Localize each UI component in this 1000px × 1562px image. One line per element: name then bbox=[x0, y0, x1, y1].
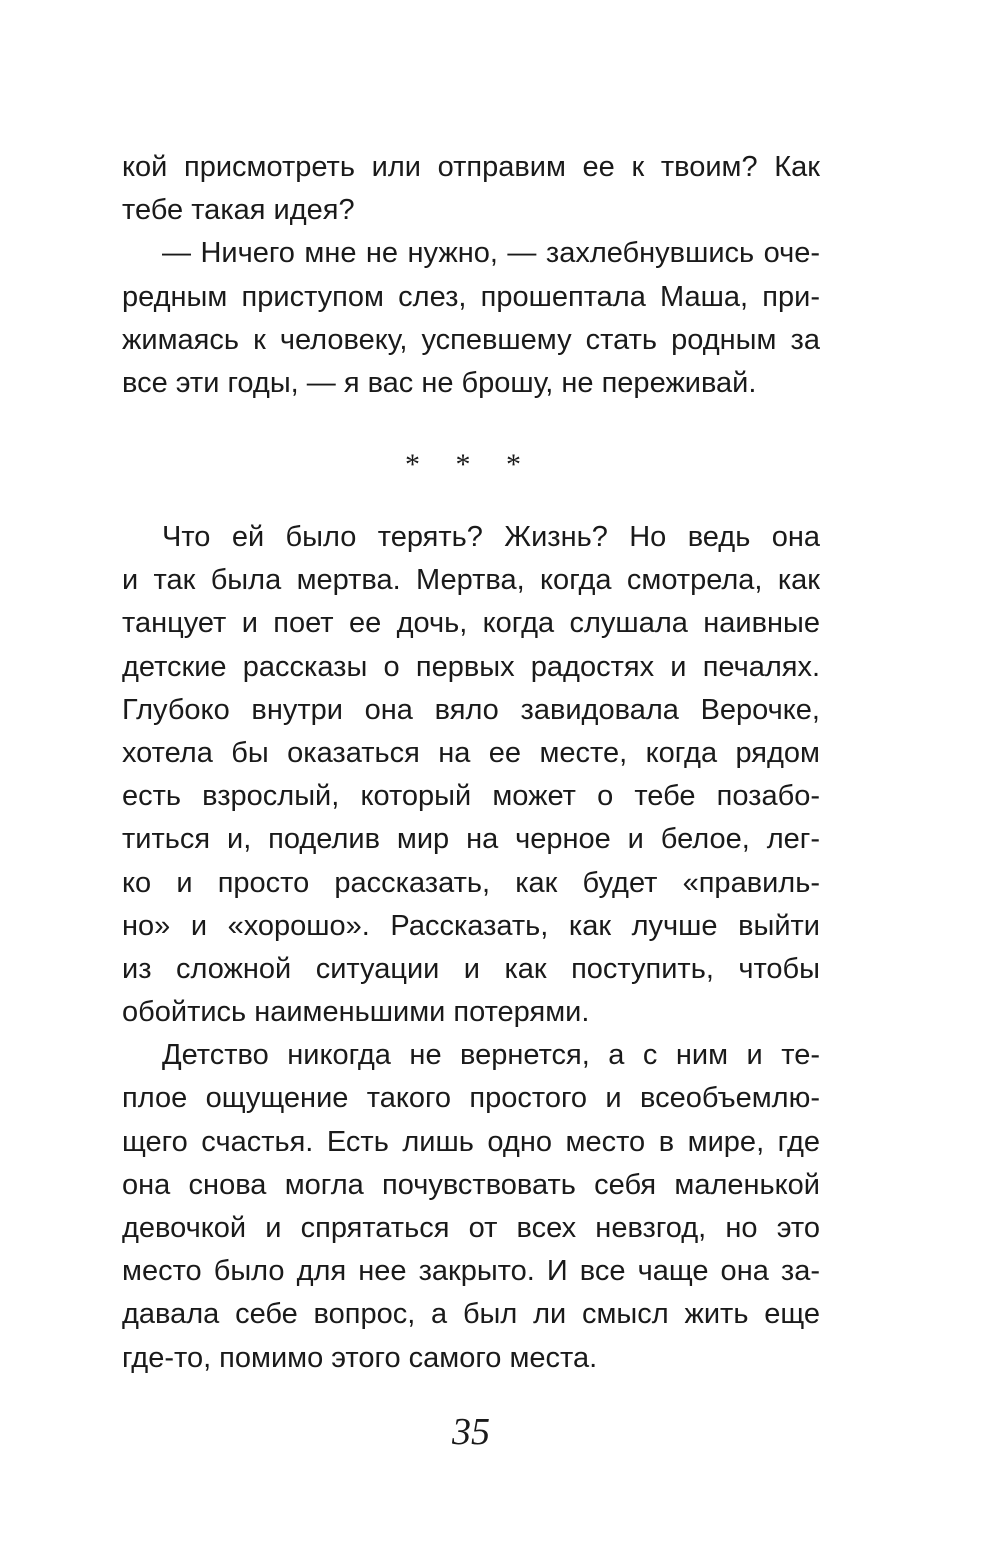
section-separator: * * * bbox=[405, 448, 535, 481]
text-line: детские рассказы о первых радостях и печалях. bbox=[122, 650, 820, 683]
text-line: и так была мертва. Мертва, когда смотрела, как bbox=[122, 564, 820, 597]
text-line: плое ощущение такого простого и всеобъемлю- bbox=[122, 1082, 820, 1115]
text-line: титься и, поделив мир на черное и белое, лег- bbox=[122, 823, 820, 856]
text-line: тебе такая идея? bbox=[122, 194, 355, 227]
text-line: давала себе вопрос, а был ли смысл жить еще bbox=[122, 1298, 820, 1331]
text-line: — Ничего мне не нужно, — захлебнувшись оче- bbox=[162, 237, 820, 270]
text-block-top bbox=[122, 146, 820, 405]
text-line: редным приступом слез, прошептала Маша, при- bbox=[122, 280, 820, 313]
text-line: ко и просто рассказать, как будет «правиль- bbox=[122, 866, 820, 899]
text-line: есть взрослый, который может о тебе позабо- bbox=[122, 780, 820, 813]
text-line: Глубоко внутри она вяло завидовала Верочке, bbox=[122, 693, 820, 726]
text-line: но» и «хорошо». Рассказать, как лучше выйти bbox=[122, 909, 820, 942]
text-line: все эти годы, — я вас не брошу, не переживай. bbox=[122, 366, 757, 399]
text-line: где-то, помимо этого самого места. bbox=[122, 1341, 598, 1374]
text-line: Детство никогда не вернется, а с ним и те- bbox=[162, 1039, 820, 1072]
page-number: 35 bbox=[452, 1411, 490, 1453]
text-line: девочкой и спрятаться от всех невзгод, но это bbox=[122, 1212, 820, 1244]
text-line: хотела бы оказаться на ее месте, когда рядом bbox=[122, 736, 820, 769]
text-line: Что ей было терять? Жизнь? Но ведь она bbox=[162, 521, 820, 553]
text-block-main bbox=[122, 516, 820, 1380]
text-line: танцует и поет ее дочь, когда слушала наивные bbox=[122, 607, 820, 640]
text-line: жимаясь к человеку, успевшему стать родным за bbox=[122, 323, 820, 356]
text-line: из сложной ситуации и как поступить, чтобы bbox=[122, 952, 820, 985]
text-line: она снова могла почувствовать себя маленькой bbox=[122, 1168, 820, 1201]
text-line: обойтись наименьшими потерями. bbox=[122, 996, 590, 1029]
text-line: место было для нее закрыто. И все чаще она за- bbox=[122, 1255, 820, 1288]
text-line: кой присмотреть или отправим ее к твоим? Как bbox=[122, 151, 820, 183]
text-line: щего счастья. Есть лишь одно место в мире, где bbox=[122, 1125, 820, 1158]
